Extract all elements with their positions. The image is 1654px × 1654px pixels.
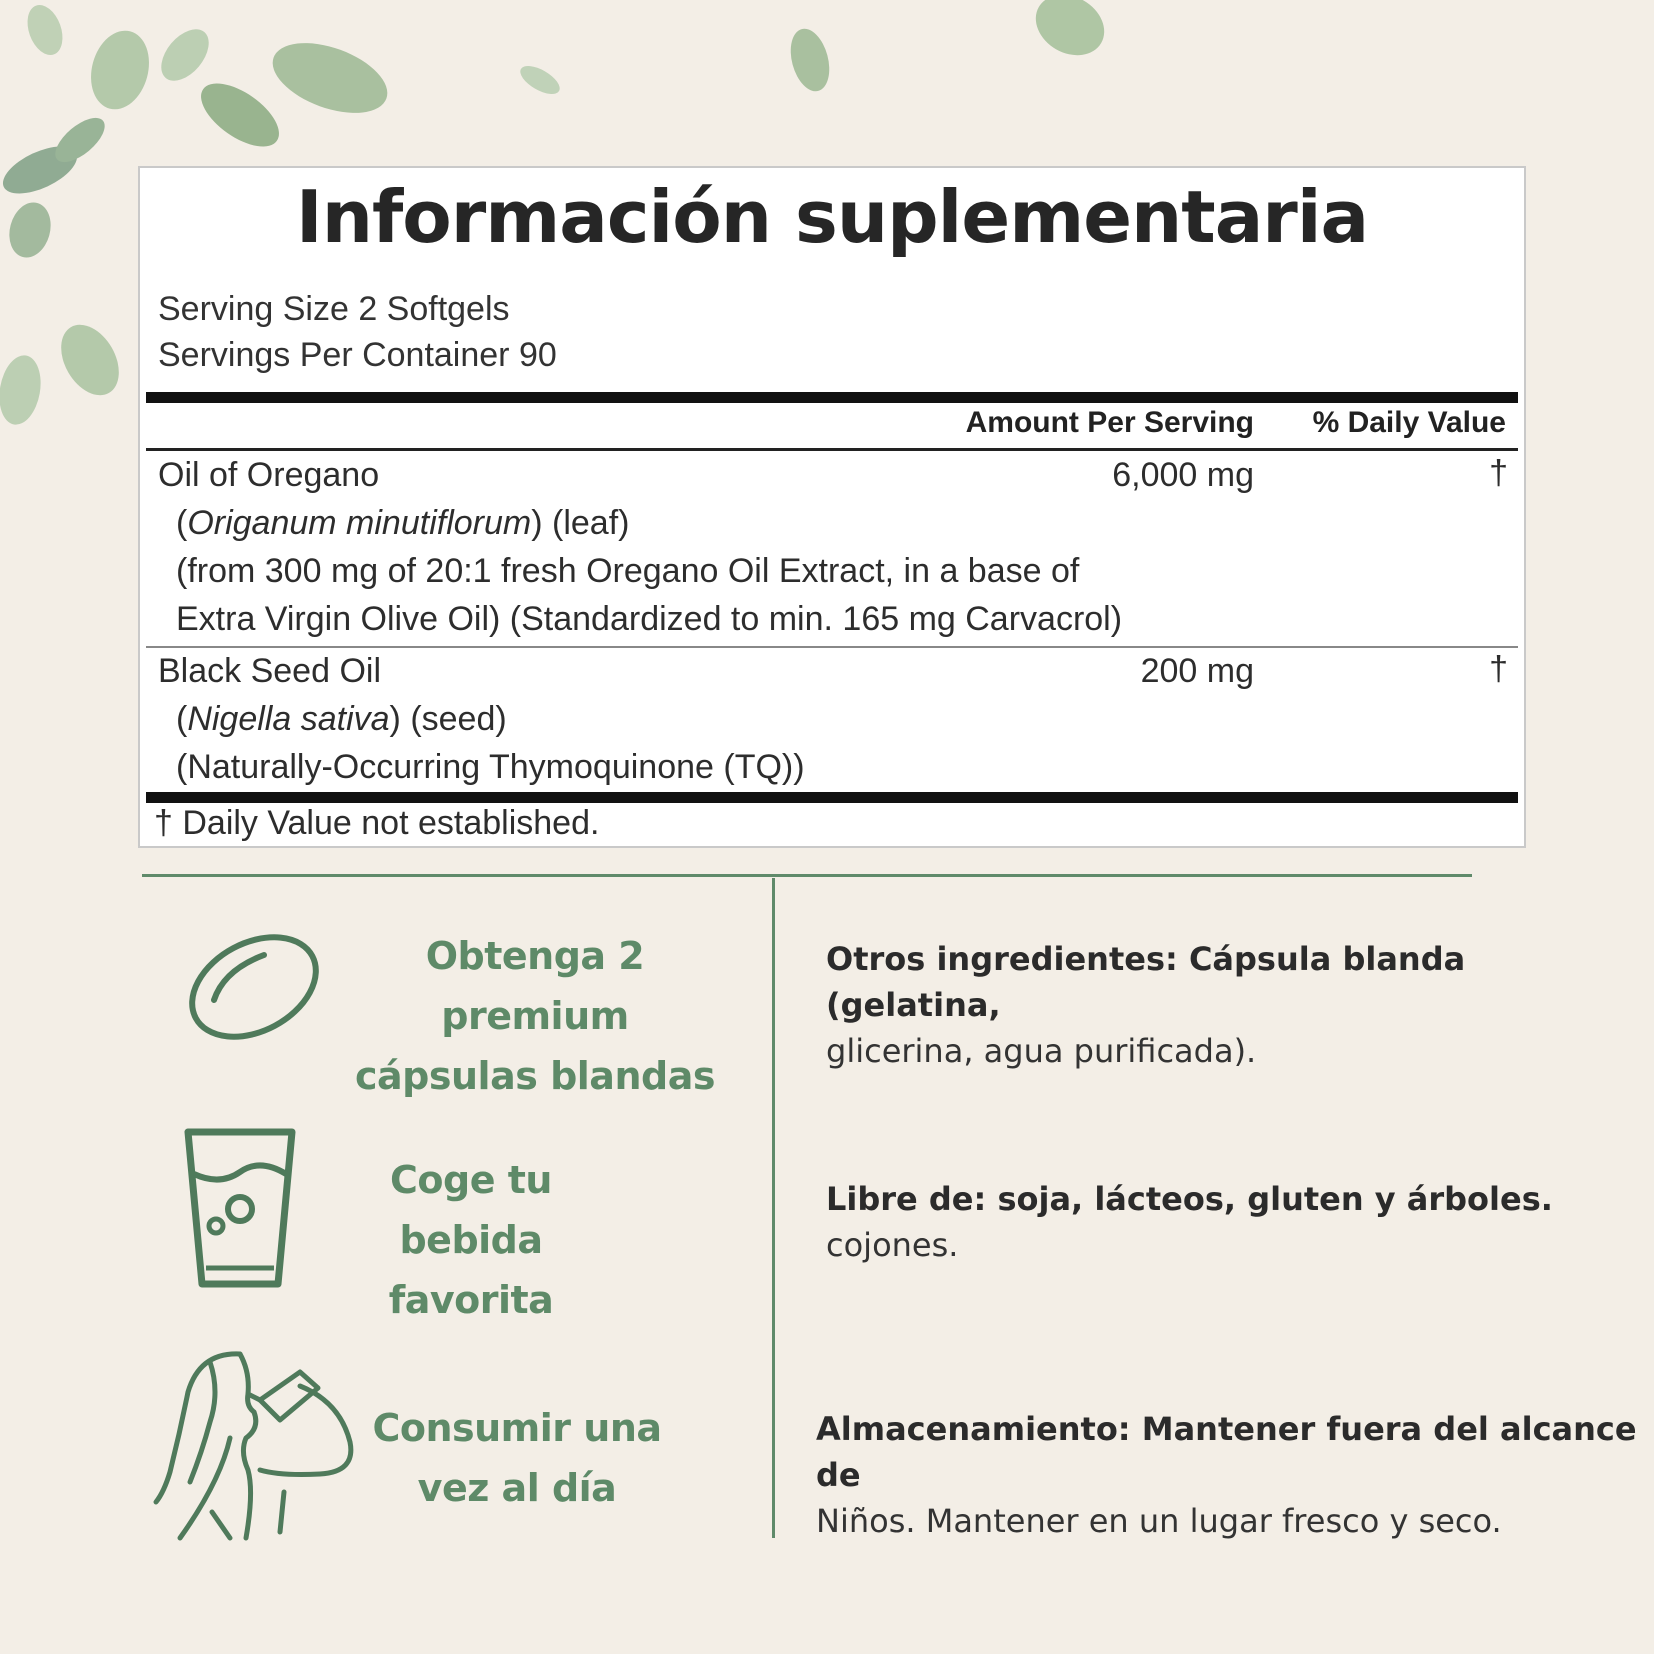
ingredient-amount: 6,000 mg [1112, 456, 1254, 494]
info-value: Niños. Mantener en un lugar fresco y seco. [816, 1502, 1502, 1540]
info-free-of [826, 1176, 1626, 1268]
step-line: cápsulas blandas [355, 1054, 715, 1098]
step-line: Consumir una [372, 1406, 662, 1450]
step-2-text [316, 1150, 626, 1330]
info-value: glicerina, agua purificada). [826, 1032, 1257, 1070]
glass-icon [182, 1126, 298, 1290]
ingredient-part: (leaf) [552, 504, 630, 542]
ingredient-detail: (Naturally-Occurring Thymoquinone (TQ)) [176, 748, 805, 786]
ingredient-latin: Nigella sativa [187, 700, 390, 738]
step-line: Obtenga 2 premium [425, 934, 645, 1038]
info-value: cojones. [826, 1226, 959, 1264]
ingredient-dv: † [1489, 454, 1508, 492]
step-line: Coge tu bebida [390, 1158, 552, 1262]
step-line: vez al día [417, 1466, 617, 1510]
servings-per-container: Servings Per Container 90 [158, 336, 557, 374]
ingredient-name: Black Seed Oil [158, 652, 381, 690]
step-3-text [372, 1398, 662, 1518]
row-divider [146, 646, 1518, 648]
info-label: Otros ingredientes: Cápsula blanda (gelatina, [826, 940, 1466, 1024]
ingredient-latin: Origanum minutiflorum [187, 504, 532, 542]
step-line: favorita [388, 1278, 554, 1322]
col-dv-header: % Daily Value [1312, 406, 1506, 439]
info-storage [816, 1406, 1646, 1544]
serving-size: Serving Size 2 Softgels [158, 290, 510, 328]
ingredient-name: Oil of Oregano [158, 456, 380, 494]
ingredient-detail: Extra Virgin Olive Oil) (Standardized to min. 165 mg Carvacrol) [176, 600, 1123, 638]
ingredient-part: (seed) [410, 700, 507, 738]
divider-thick [146, 792, 1518, 803]
divider-thin [146, 448, 1518, 451]
section-divider-vertical [772, 878, 775, 1538]
ingredient-amount: 200 mg [1140, 652, 1254, 690]
ingredient-dv: † [1489, 650, 1508, 688]
info-other-ingredients [826, 936, 1626, 1074]
softgel-icon [184, 930, 324, 1044]
panel-title: Información suplementaria [295, 175, 1369, 259]
ingredient-latin-line: (Origanum minutiflorum) (leaf) [176, 504, 630, 542]
ingredient-latin-line: (Nigella sativa) (seed) [176, 700, 507, 738]
col-amount-header: Amount Per Serving [965, 406, 1254, 439]
woman-drinking-icon [150, 1342, 380, 1542]
supplement-facts-panel [138, 166, 1526, 848]
section-divider-horizontal [142, 874, 1472, 877]
info-label: Libre de: soja, lácteos, gluten y árboles. [826, 1180, 1553, 1218]
ingredient-detail: (from 300 mg of 20:1 fresh Oregano Oil Extract, in a base of [176, 552, 1080, 590]
footnote: † Daily Value not established. [154, 804, 600, 842]
step-1-text [330, 926, 740, 1106]
info-label: Almacenamiento: Mantener fuera del alcance de [816, 1410, 1637, 1494]
divider-thick [146, 392, 1518, 403]
